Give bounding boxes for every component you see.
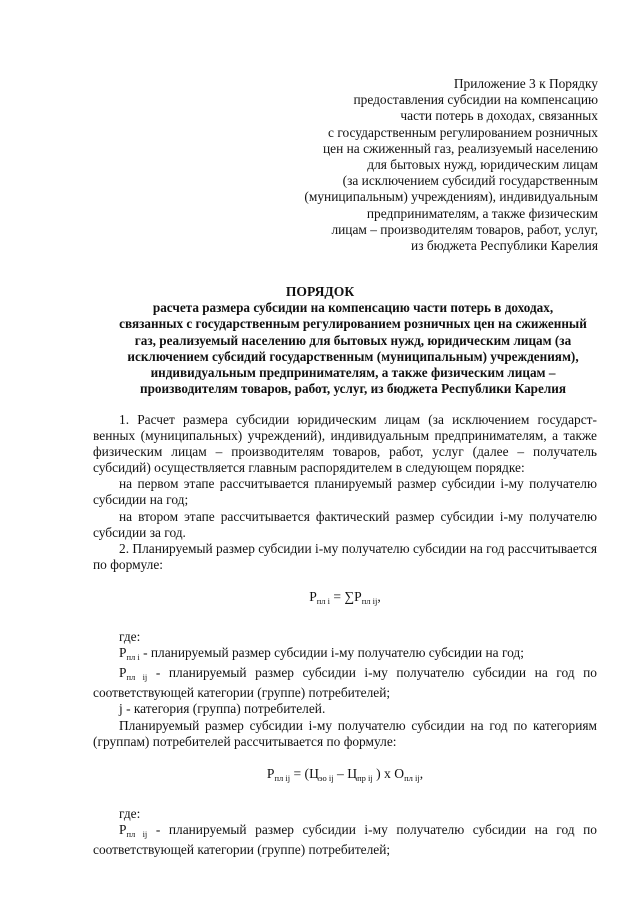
appendix-line: (муниципальным) учреждениям), индивидуальным	[304, 189, 598, 205]
appendix-line: лицам – производителям товаров, работ, услуг,	[331, 221, 598, 237]
title-line: производителям товаров, работ, услуг, из бюджета Республики Карелия	[139, 381, 567, 397]
formula-2-o-sub: пл ij	[404, 772, 420, 783]
formula-2	[93, 766, 597, 786]
formula-1	[93, 589, 597, 609]
formula-1-lhs: P	[309, 588, 317, 604]
formula-1-end: ,	[377, 588, 381, 604]
stage-1: на первом этапе рассчитывается планируемый размер субсидии i-му получателю субсидии на год;	[93, 476, 597, 508]
definition-1-text: - планируемый размер субсидии i-му получателю субсидии на год;	[139, 645, 524, 661]
formula-2-p: P	[266, 765, 275, 781]
paragraph-3: Планируемый размер субсидии i-му получателю субсидии на год по категориям (группам) потребителей рассчитывается по формуле:	[93, 717, 597, 749]
definition-2-sub: пл ij	[126, 672, 148, 683]
formula-1-rhs-sub: пл ij	[361, 595, 378, 606]
where-label-1: где:	[119, 629, 141, 645]
definition-2	[93, 665, 597, 701]
appendix-line: Приложение 3 к Порядку	[453, 76, 598, 91]
paragraph-1	[93, 412, 597, 476]
formula-2-end: ,	[419, 765, 424, 781]
appendix-line: предоставления субсидии на компенсацию	[353, 92, 598, 108]
appendix-line: части потерь в доходах, связанных	[400, 108, 598, 124]
appendix-line: из бюджета Республики Карелия	[411, 238, 598, 254]
appendix-line: цен на сжиженный газ, реализуемый населению	[322, 140, 598, 156]
document-title	[108, 300, 598, 398]
formula-2-c2-sub: пр ij	[357, 772, 373, 783]
definition-4	[93, 822, 597, 858]
formula-1-eq: = ∑P	[330, 588, 362, 604]
formula-1-lhs-sub: пл i	[316, 595, 331, 606]
definition-2-symbol: P	[119, 665, 127, 681]
document-body	[93, 412, 597, 858]
definition-4-symbol: P	[119, 821, 127, 837]
definition-1-sub: пл i	[126, 652, 140, 663]
formula-2-c1-sub: эо ij	[318, 772, 334, 783]
definition-3: j - категория (группа) потребителей.	[119, 701, 326, 717]
definition-4-text: - планируемый размер субсидии i-му получателю субсидии на год по соответствующей категории (группе) потребителей;	[93, 821, 597, 857]
formula-2-open: = (Ц	[290, 765, 319, 781]
appendix-line: (за исключением субсидий государственным	[342, 173, 598, 189]
title-line: исключением субсидий государственным (муниципальным) учреждениям),	[127, 348, 579, 364]
stage-2: на втором этапе рассчитывается фактический размер субсидии i-му получателю субсидии за год.	[93, 508, 597, 540]
formula-2-p-sub: пл ij	[274, 772, 291, 783]
paragraph-1-text: 1. Расчет размера субсидии юридическим лицам (за исключением государст-венных (муниципальных) учреждений), индивидуальным предпринимателям, а также физическим лицам – производителям товаров, работ, услуг (далее – получатель субсидий) осуществляется главным распорядителем в следующем порядке:	[93, 412, 597, 476]
formula-2-close: ) x O	[372, 765, 405, 781]
title-line: расчета размера субсидии на компенсацию части потерь в доходах,	[152, 300, 554, 315]
appendix-line: предпринимателям, а также физическим	[366, 205, 598, 221]
title-line: связанных с государственным регулированием розничных цен на сжиженный	[119, 316, 587, 332]
title-line: индивидуальным предпринимателям, а также физическим лицам –	[150, 365, 556, 381]
formula-2-minus: – Ц	[333, 765, 358, 781]
appendix-reference	[268, 76, 598, 254]
definition-1	[93, 645, 597, 665]
where-label-2: где:	[119, 805, 141, 821]
document-heading: ПОРЯДОК	[285, 284, 355, 299]
paragraph-2: 2. Планируемый размер субсидии i-му получателю субсидии на год рассчитывается по формуле:	[93, 540, 597, 572]
title-line: газ, реализуемый населению для бытовых нужд, юридическим лицам (за	[134, 332, 572, 348]
appendix-line: с государственным регулированием розничных	[328, 124, 598, 140]
definition-2-text: - планируемый размер субсидии i-му получателю субсидии на год по соответствующей категории (группе) потребителей;	[93, 665, 597, 701]
appendix-line: для бытовых нужд, юридическим лицам	[367, 157, 598, 173]
definition-1-symbol: P	[119, 645, 127, 661]
definition-4-sub: пл ij	[126, 828, 148, 839]
